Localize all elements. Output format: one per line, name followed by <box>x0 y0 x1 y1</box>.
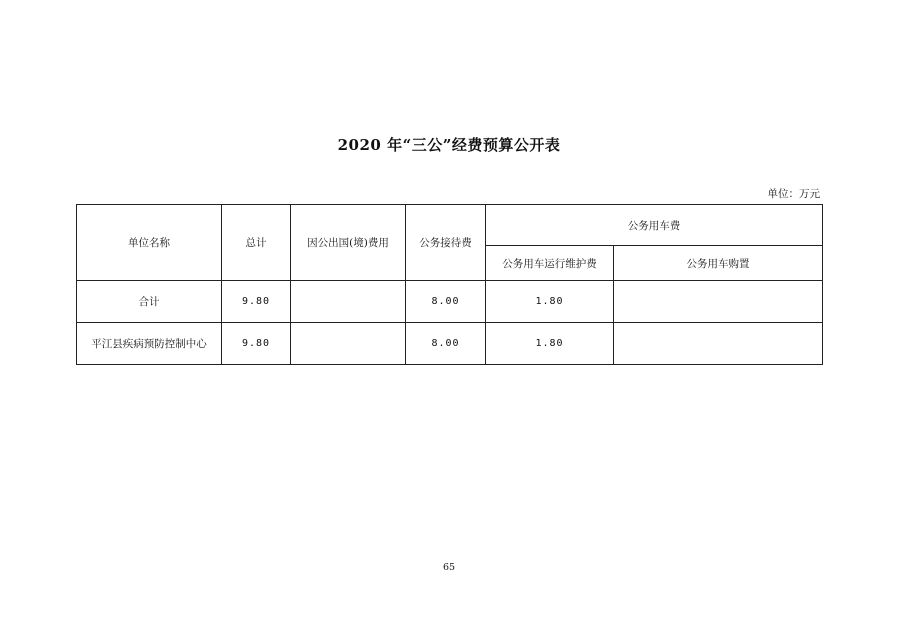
unit-label: 单位：万元 <box>767 188 820 200</box>
cell-vehicle-purchase <box>614 281 823 323</box>
page-number: 65 <box>442 562 456 573</box>
cell-unit-name: 合计 <box>77 281 222 323</box>
header-reception: 公务接待费 <box>406 205 486 281</box>
header-vehicle: 公务用车费 <box>486 205 823 246</box>
table-header-row <box>77 205 823 246</box>
table-row <box>77 281 823 323</box>
header-unit-name: 单位名称 <box>77 205 222 281</box>
cell-vehicle-purchase <box>614 323 823 365</box>
budget-table <box>76 204 823 365</box>
header-overseas: 因公出国(境)费用 <box>291 205 406 281</box>
table-row <box>77 323 823 365</box>
cell-reception: 8.00 <box>406 323 486 365</box>
cell-reception: 8.00 <box>406 281 486 323</box>
header-vehicle-purchase: 公务用车购置 <box>614 246 823 281</box>
header-total: 总计 <box>222 205 291 281</box>
cell-overseas <box>291 281 406 323</box>
header-vehicle-operation: 公务用车运行维护费 <box>486 246 614 281</box>
cell-vehicle-operation: 1.80 <box>486 281 614 323</box>
cell-unit-name: 平江县疾病预防控制中心 <box>77 323 222 365</box>
page-title: 2020 年“三公”经费预算公开表 <box>337 136 561 154</box>
cell-total: 9.80 <box>222 323 291 365</box>
cell-total: 9.80 <box>222 281 291 323</box>
cell-overseas <box>291 323 406 365</box>
cell-vehicle-operation: 1.80 <box>486 323 614 365</box>
